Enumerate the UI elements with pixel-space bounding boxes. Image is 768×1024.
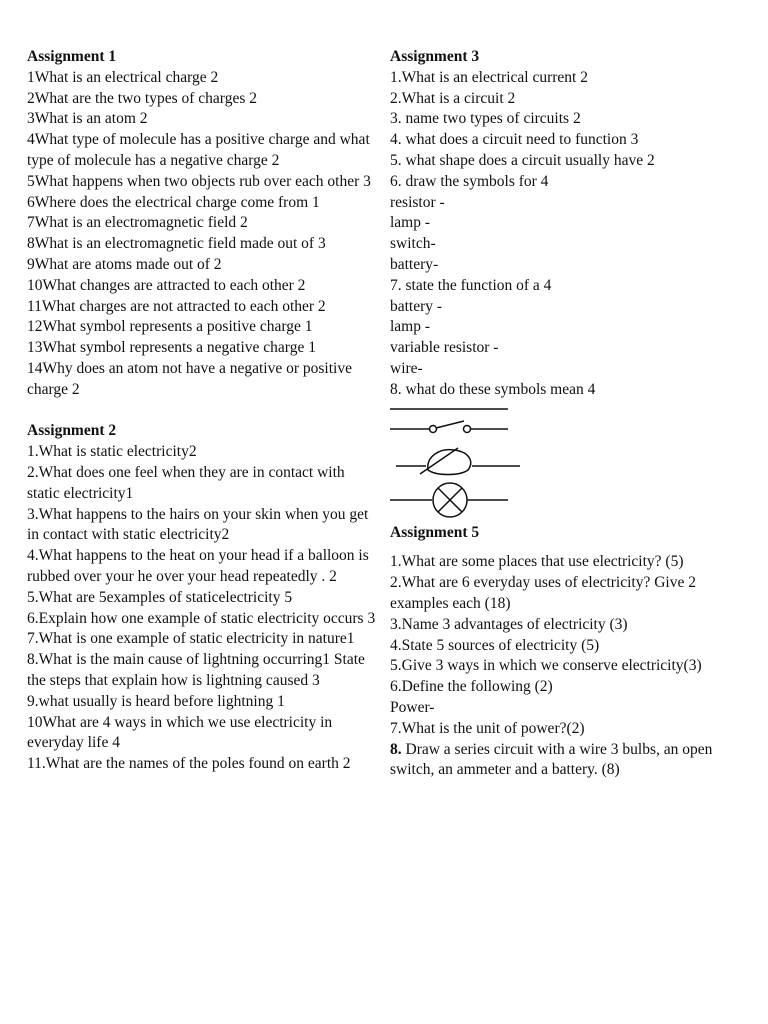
question-line: 4.What happens to the heat on your head if a balloon is rubbed over your he over your head repeatedly . 2 (27, 547, 369, 585)
assignment-1-list (27, 68, 379, 401)
question-line: 7What is an electromagnetic field 2 (27, 214, 248, 232)
question-line: 4What type of molecule has a positive charge and what type of molecule has a negative charge 2 (27, 131, 370, 169)
question-line: 12What symbol represents a positive charge 1 (27, 318, 313, 336)
lamp-symbol (390, 483, 508, 517)
question-line: 6. draw the symbols for 4 (390, 172, 549, 190)
assignment-1-heading: Assignment 1 (27, 48, 117, 65)
left-column (27, 47, 379, 775)
question-number: 8. (390, 740, 402, 758)
question-line: 6.Explain how one example of static electricity occurs 3 (27, 609, 376, 627)
question-line: battery- (390, 255, 439, 273)
question-line: 1What is an electrical charge 2 (27, 68, 219, 86)
question-line: 2What are the two types of charges 2 (27, 89, 257, 107)
circuit-symbols-figure (390, 404, 530, 519)
question-line: 4. what does a circuit need to function 3 (390, 131, 639, 149)
question-line: wire- (390, 359, 423, 377)
question-line: switch- (390, 235, 436, 253)
question-line: 11.What are the names of the poles found on earth 2 (27, 755, 351, 773)
question-line: 8. what do these symbols mean 4 (390, 380, 596, 398)
question-line: 5.Give 3 ways in which we conserve electricity(3) (390, 657, 702, 675)
question-line: 2.What does one feel when they are in contact with static electricity1 (27, 463, 345, 502)
question-line: 3What is an atom 2 (27, 110, 148, 128)
question-line: lamp - (390, 318, 431, 336)
question-line: 8.What is the main cause of lightning occurring1 State the steps that explain how is lightning caused 3 (27, 651, 365, 689)
switch-symbol (390, 421, 508, 433)
question-line: 2.What is a circuit 2 (390, 89, 516, 107)
question-line: 1.What are some places that use electricity? (5) (390, 553, 684, 571)
assignment-5-heading: Assignment 5 (390, 523, 480, 541)
question-line: 1.What is an electrical current 2 (390, 68, 588, 86)
question-line: resistor - (390, 193, 445, 211)
question-line: 7.What is one example of static electricity in nature1 (27, 630, 355, 648)
question-line: 3.What happens to the hairs on your skin when you get in contact with static electricity2 (27, 505, 369, 544)
question-line: 2.What are 6 everyday uses of electricity? Give 2 examples each (18) (390, 574, 696, 612)
question-line: 10What are 4 ways in which we use electricity in everyday life 4 (27, 713, 333, 752)
question-line: 5What happens when two objects rub over each other 3 (27, 172, 371, 190)
question-line: Power- (390, 698, 435, 716)
assignment-3-list (390, 68, 748, 401)
question-line: 7.What is the unit of power?(2) (390, 719, 585, 737)
assignment-2-list (27, 442, 379, 775)
question-text: Draw a series circuit with a wire 3 bulbs, an open switch, an ammeter and a battery. (8) (390, 740, 713, 779)
question-line: 9What are atoms made out of 2 (27, 255, 222, 273)
question-line: lamp - (390, 214, 431, 232)
question-line: 11What charges are not attracted to each other 2 (27, 297, 326, 315)
question-line: 3.Name 3 advantages of electricity (3) (390, 615, 628, 633)
assignment-2-heading: Assignment 2 (27, 422, 117, 440)
question-line: 7. state the function of a 4 (390, 276, 552, 294)
assignment-5-list (390, 552, 748, 739)
question-line: 1.What is static electricity2 (27, 443, 197, 461)
question-line: 6.Define the following (2) (390, 678, 553, 696)
right-column (390, 47, 748, 781)
question-line: 4.State 5 sources of electricity (5) (390, 636, 600, 654)
question-line: 5.What are 5examples of staticelectricity 5 (27, 588, 293, 606)
variable-resistor-symbol (396, 448, 520, 475)
question-line: 14Why does an atom not have a negative or positive charge 2 (27, 359, 352, 398)
question-line: 8What is an electromagnetic field made out of 3 (27, 235, 326, 253)
question-line: 13What symbol represents a negative charge 1 (27, 339, 316, 357)
section-spacer (27, 401, 379, 422)
question-line: 10What changes are attracted to each other 2 (27, 276, 306, 294)
question-line: battery - (390, 297, 443, 315)
question-line: 6Where does the electrical charge come from 1 (27, 193, 320, 211)
question-line: 9.what usually is heard before lightning 1 (27, 692, 285, 710)
question-line: variable resistor - (390, 339, 499, 357)
assignment-5-question-8 (390, 740, 748, 782)
question-line: 3. name two types of circuits 2 (390, 110, 581, 128)
question-line: 5. what shape does a circuit usually have 2 (390, 151, 655, 169)
assignment-3-heading: Assignment 3 (390, 48, 480, 65)
